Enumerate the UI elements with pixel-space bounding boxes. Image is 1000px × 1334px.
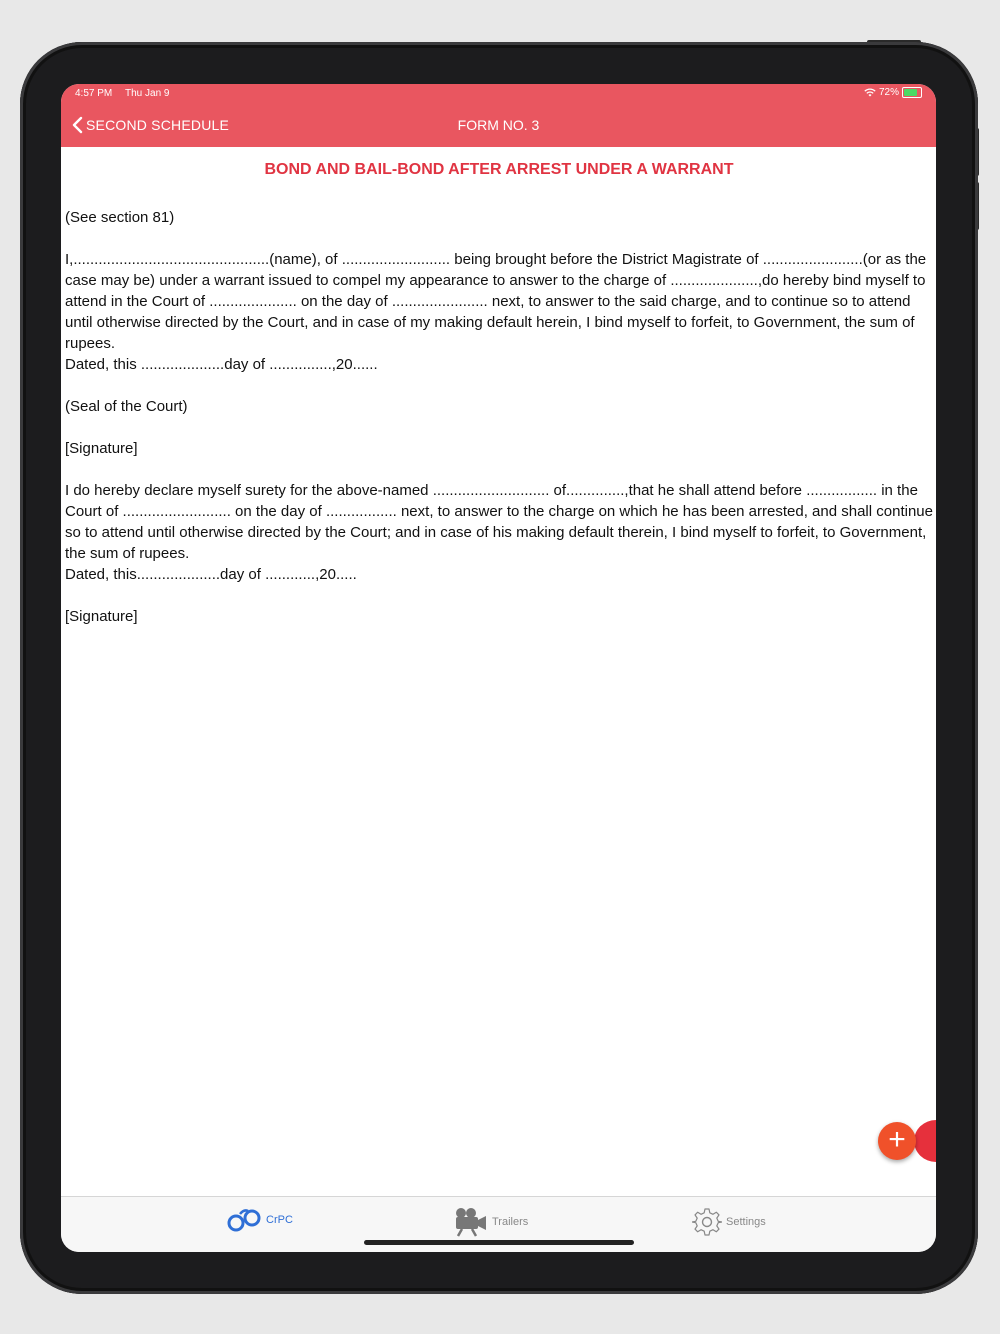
tab-crpc-label: CrPC [266, 1214, 293, 1226]
back-label: SECOND SCHEDULE [86, 117, 230, 133]
battery-icon [902, 87, 922, 98]
document-paragraph: I,...............................................(name), of .......................... being brought before the District Magistrate of ........................(or as the case may be) under a warrant issued to compel my appearance to answer to the charge of .....................,do hereby bind myself to attend in the Court of ..................... on the day of ....................... next, to answer to the said charge, and to continue so to attend until otherwise directed by the Court, and in case of my making default herein, I bind myself to forfeit, to Government, the sum of rupees. Dated, this ....................day of ...............,20...... [65, 251, 927, 373]
document-paragraph: I do hereby declare myself surety for the above-named ............................ of..............,that he shall attend before ................. in the Court of .......................... on the day of ................. next, to answer to the charge on which he has been arrested, and shall continue so to attend until otherwise directed by the Court; and in case of his making default therein, I bind myself to forfeit, to Government, the sum of rupees. Dated, this....................day of ............,20..... [65, 482, 933, 583]
status-right [864, 87, 922, 98]
screen [61, 84, 936, 1252]
gear-icon [692, 1207, 722, 1237]
handcuffs-icon [226, 1207, 262, 1233]
document-paragraph: [Signature] [65, 608, 138, 625]
wifi-icon [864, 88, 876, 97]
status-time: 4:57 PM [75, 88, 113, 99]
nav-bar [61, 104, 936, 147]
tab-trailers[interactable] [454, 1207, 528, 1237]
page-title: FORM NO. 3 [457, 117, 540, 133]
tab-trailers-label: Trailers [492, 1216, 529, 1228]
home-indicator[interactable] [364, 1240, 634, 1245]
tab-crpc[interactable] [226, 1207, 293, 1233]
battery-percent: 72% [878, 87, 899, 98]
tab-settings[interactable] [692, 1207, 766, 1237]
status-bar [61, 84, 936, 104]
video-camera-icon [454, 1207, 488, 1237]
document-paragraph: (Seal of the Court) [65, 398, 188, 415]
add-button[interactable]: + [878, 1122, 916, 1160]
tab-settings-label: Settings [726, 1216, 766, 1228]
secondary-fab[interactable] [914, 1120, 936, 1162]
document-paragraph: (See section 81) [65, 209, 175, 226]
status-date: Thu Jan 9 [125, 88, 170, 99]
document-paragraph: [Signature] [65, 440, 138, 457]
document-heading: BOND AND BAIL-BOND AFTER ARREST UNDER A WARRANT [264, 161, 734, 178]
document-content [65, 147, 933, 648]
